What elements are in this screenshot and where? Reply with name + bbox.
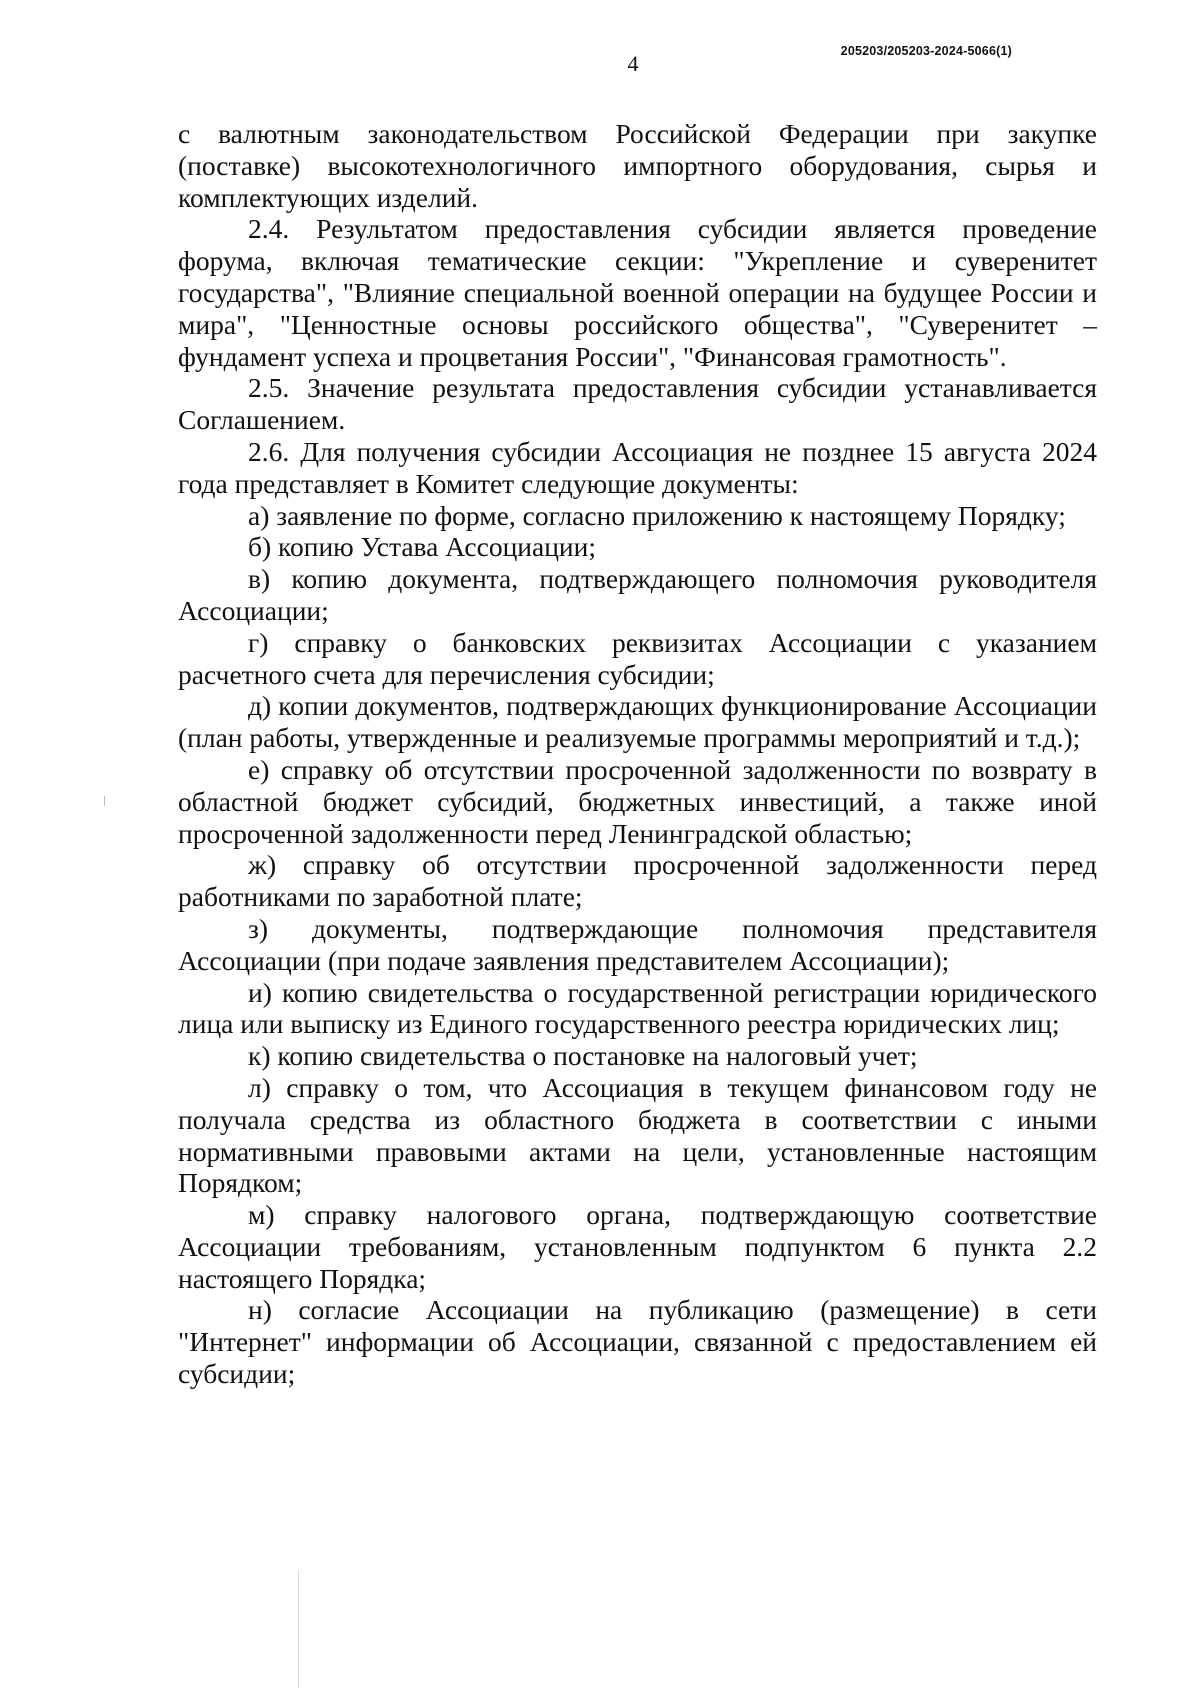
list-item-v: в) копию документа, подтверждающего полномочия руководителя Ассоциации; — [178, 563, 1097, 626]
paragraph-2-4: 2.4. Результатом предоставления субсидии является проведение форума, включая тематические секции: "Укрепление и суверенитет государства", "Влияние специальной военной операции на будущее России и мира", "Ценностные основы российского общества", "Суверенитет – фундамент успеха и процветания России", "Финансовая грамотность". — [178, 213, 1097, 372]
list-item-zh: ж) справку об отсутствии просроченной задолженности перед работниками по заработной плате; — [178, 849, 1097, 913]
page-number: 4 — [627, 51, 639, 76]
list-item-a: а) заявление по форме, согласно приложению к настоящему Порядку; — [248, 499, 1066, 531]
list-item-n: н) согласие Ассоциации на публикацию (размещение) в сети "Интернет" информации об Ассоциации, связанной с предоставлением ей субсидии; — [178, 1294, 1097, 1390]
list-item-k: к) копию свидетельства о постановке на налоговый учет; — [248, 1040, 918, 1072]
document-body — [178, 118, 1097, 1390]
paragraph-2-6: 2.6. Для получения субсидии Ассоциация не позднее 15 августа 2024 года представляет в Комитет следующие документы: — [178, 435, 1097, 499]
paragraph-2-5: 2.5. Значение результата предоставления субсидии устанавливается Соглашением. — [178, 372, 1097, 436]
document-id: 205203/205203-2024-5066(1) — [840, 44, 1012, 58]
paragraph-continuation: с валютным законодательством Российской Федерации при закупке (поставке) высокотехнологичного импортного оборудования, сырья и комплектующих изделий. — [178, 118, 1097, 213]
list-item-d: д) копии документов, подтверждающих функционирование Ассоциации (план работы, утвержденные и реализуемые программы мероприятий и т.д.); — [178, 690, 1097, 754]
list-item-m: м) справку налогового органа, подтверждающую соответствие Ассоциации требованиям, установленным подпунктом 6 пункта 2.2 настоящего Порядка; — [178, 1199, 1097, 1294]
list-item-e: е) справку об отсутствии просроченной задолженности по возврату в областной бюджет субсидий, бюджетных инвестиций, а также иной просроченной задолженности перед Ленинградской областью; — [178, 753, 1097, 849]
list-item-g: г) справку о банковских реквизитах Ассоциации с указанием расчетного счета для перечисления субсидии; — [178, 626, 1097, 690]
list-item-i: и) копию свидетельства о государственной регистрации юридического лица или выписку из Единого государственного реестра юридических лиц; — [178, 976, 1097, 1040]
scan-artifact-line — [104, 796, 105, 806]
list-item-z: з) документы, подтверждающие полномочия представителя Ассоциации (при подаче заявления представителем Ассоциации); — [178, 912, 1097, 976]
scan-artifact-line — [298, 1570, 299, 1688]
list-item-b: б) копию Устава Ассоциации; — [248, 531, 596, 563]
list-item-l: л) справку о том, что Ассоциация в текущем финансовом году не получала средства из областного бюджета в соответствии с иными нормативными правовыми актами на цели, установленные настоящим Порядком; — [178, 1071, 1097, 1199]
